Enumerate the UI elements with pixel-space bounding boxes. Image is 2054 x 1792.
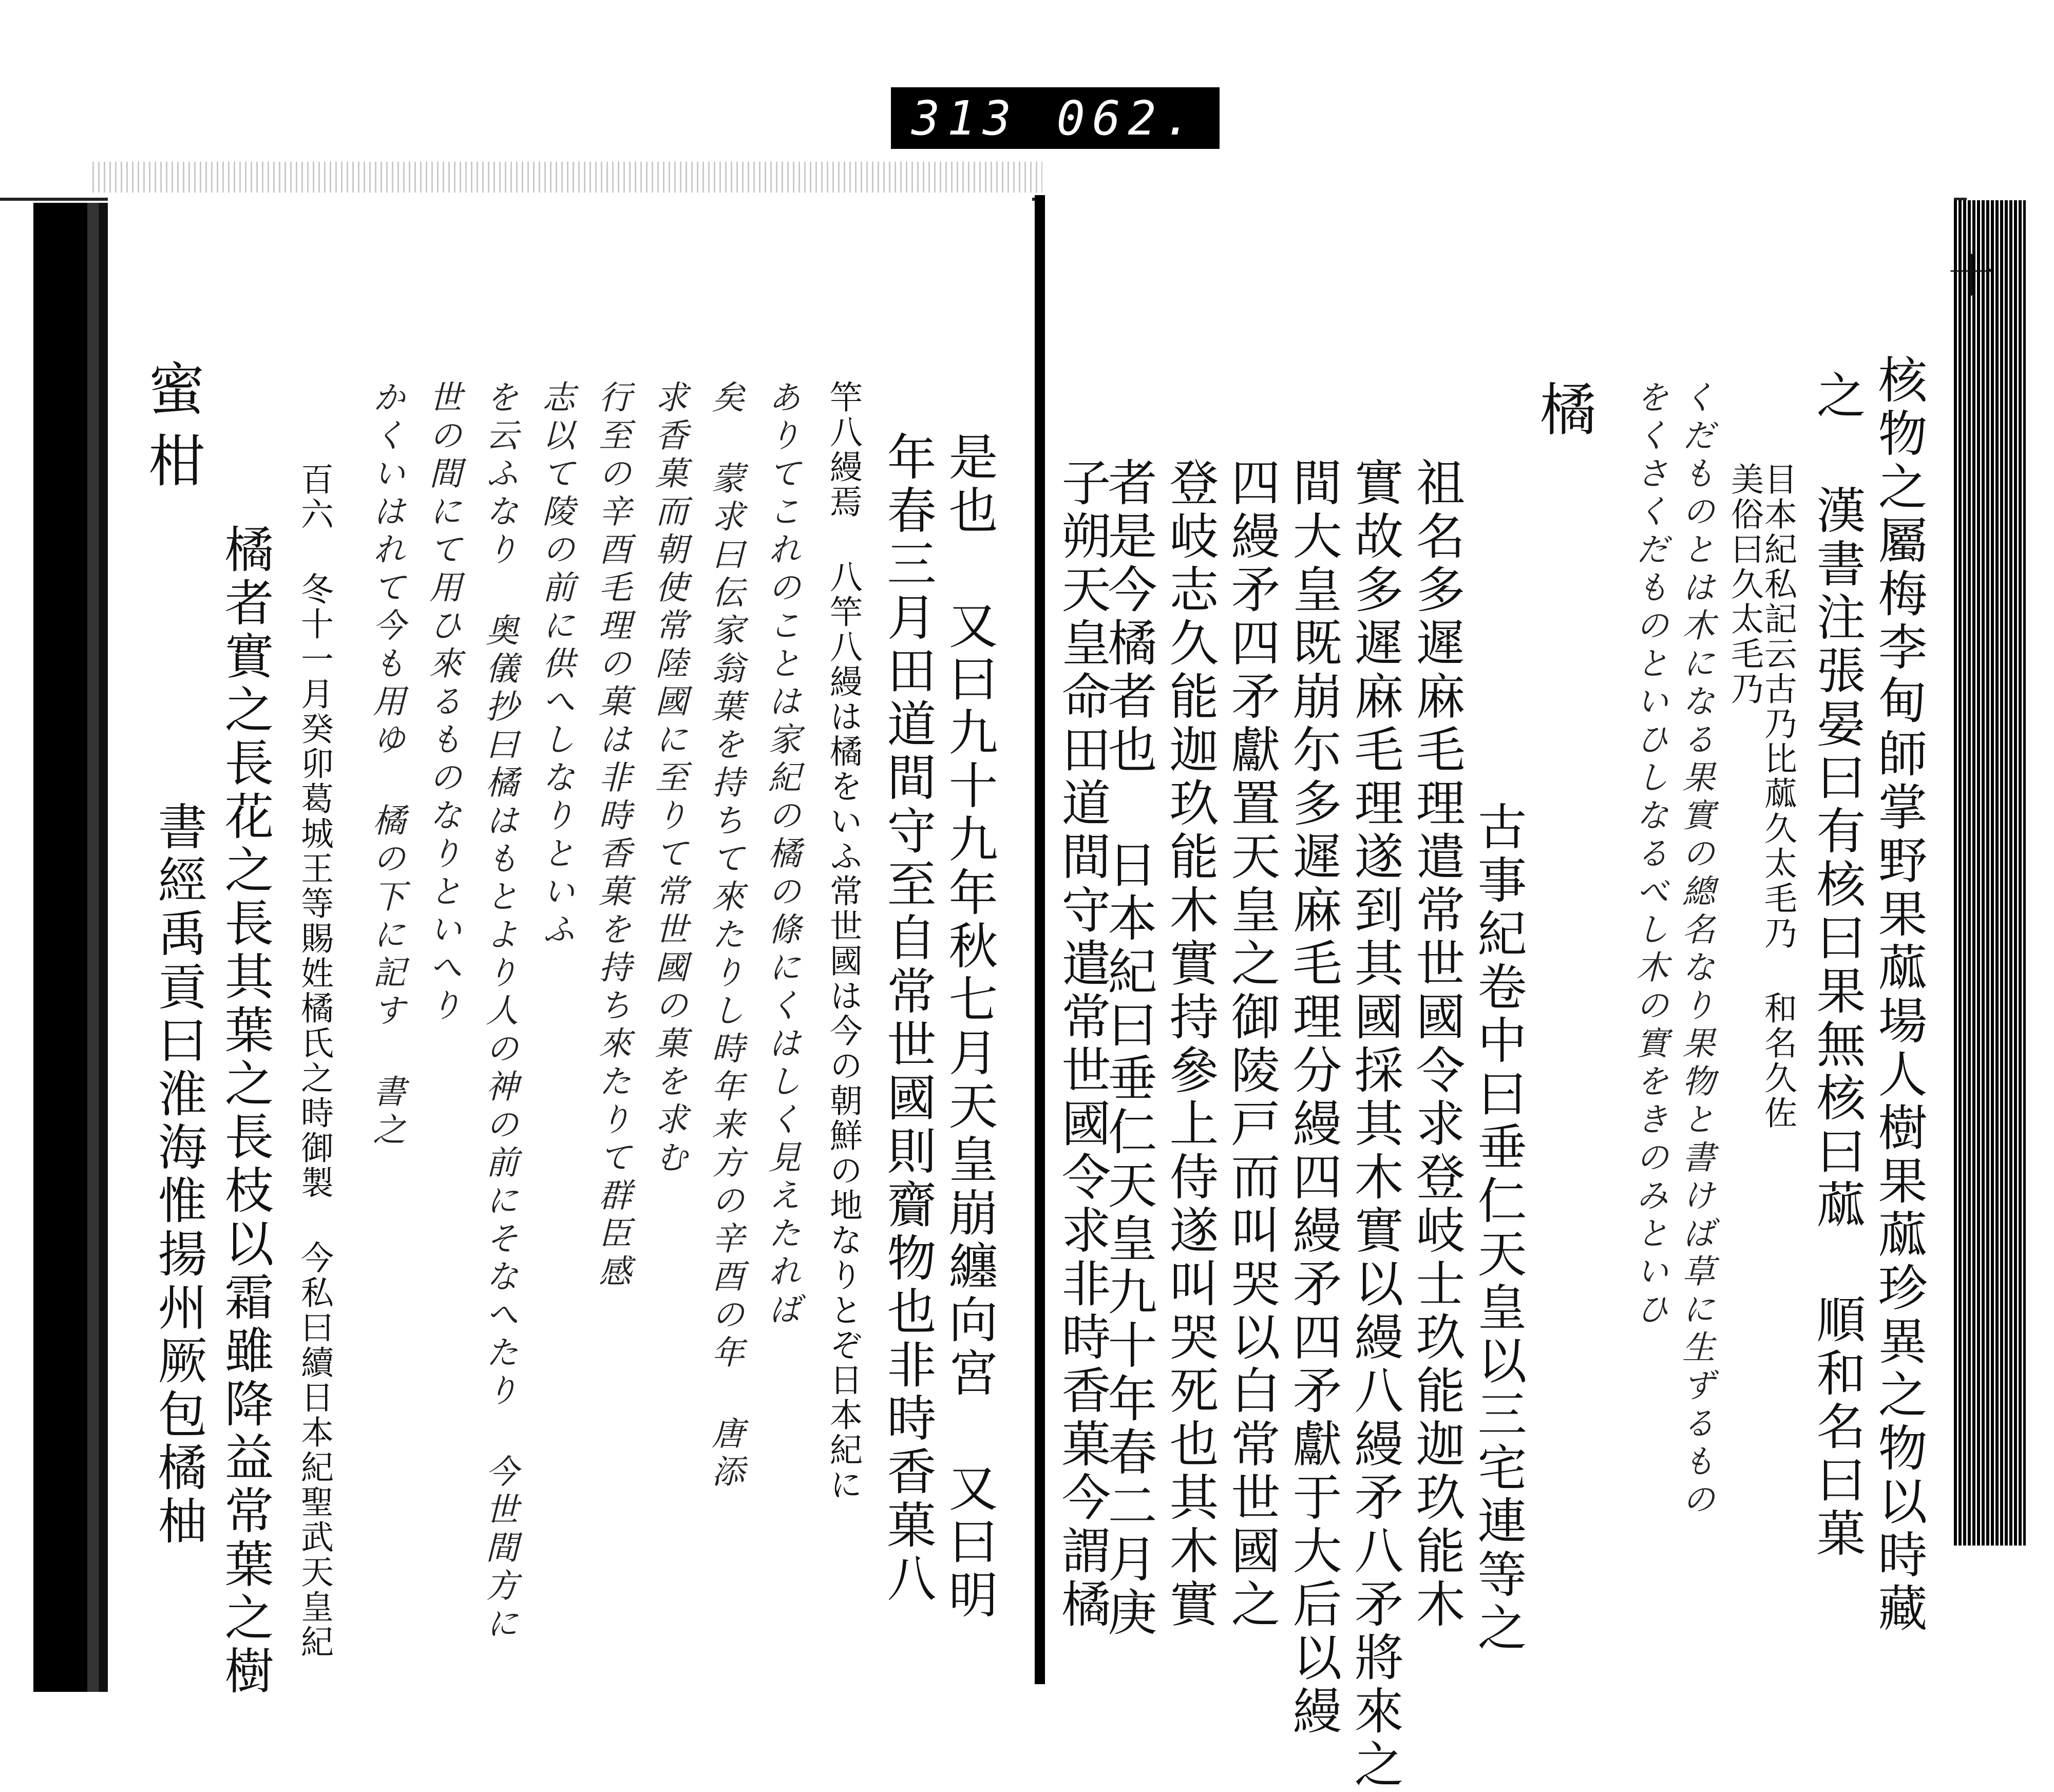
page-mark: 十 [1940, 252, 1994, 298]
text-column: 子朔天皇命田道間守遣常世國令求非時香菓今謂橘 [1054, 457, 1111, 1632]
book-gutter [1035, 195, 1045, 1684]
handwritten-note-column: かくいはれて今も用ゆ 橘の下に記す 書之 [367, 380, 405, 1150]
handwritten-note-column: 行至の辛酉毛理の菓は非時香菓を持ち來たりて群臣感 [593, 380, 631, 1292]
annotation-column: 目本紀私記云古乃比蓏久太毛乃 和名久佐 [1759, 462, 1797, 1131]
text-column: 是也 又曰九十九年秋七月天皇崩纏向宮 又曰明 [941, 431, 998, 1623]
handwritten-note-column: 矣 蒙求曰伝家翁葉を持ちて來たりし時年来方の辛酉の年 唐添 [706, 380, 744, 1492]
label-right: 062. [1056, 90, 1199, 146]
annotation-column: 美俗曰久太毛乃 [1725, 462, 1763, 707]
text-column: 者是今橘者也 日本紀曰垂仁天皇九十年春二月庚 [1100, 457, 1157, 1640]
handwritten-note-column: をくさくだものといひしなるべし木の實をきのみといひ [1630, 380, 1668, 1330]
handwritten-note-column: 求香菓而朝使常陸國に至りて常世國の菓を求む [650, 380, 688, 1178]
text-column: 實故多遲麻毛理遂到其國採其木實以縵八縵矛八矛將來之 [1346, 457, 1404, 1792]
text-column: 橘者實之長花之長其葉之長枝以霜雖降益常葉之樹 [217, 524, 274, 1699]
text-column: 間大皇既崩尓多遲麻毛理分縵四縵矛四矛獻于大后以縵 [1285, 457, 1342, 1739]
section-heading: 蜜柑 [139, 359, 205, 503]
text-column: 核物之屬梅李甸師掌野果蓏場人樹果蓏珍異之物以時藏 [1870, 354, 1928, 1636]
text-column: 之 漢書注張晏曰有核曰果無核曰蓏 順和名曰菓 [1809, 370, 1866, 1561]
text-column: 四縵矛四矛獻置天皇之御陵戸而叫哭以白常世國之 [1223, 457, 1281, 1632]
handwritten-note-column: くだものとは木になる果實の總名なり果物と書けば草に生ずるもの [1677, 380, 1715, 1520]
archive-label-strip [891, 87, 1220, 149]
section-heading: 橘 [1531, 380, 1596, 452]
book-edge-right [1954, 200, 2026, 1546]
handwritten-note-column: を云ふなり 奥儀抄曰橘はもとより人の神の前にそなへたり 今世間方に [480, 380, 518, 1644]
handwritten-note-column: 世の間にて用ひ來るものなりといへり [424, 380, 462, 1026]
annotation-column: 百六 冬十一月癸卯葛城王等賜姓橘氏之時御製 今私曰續日本紀聖武天皇紀 [295, 462, 333, 1660]
label-left: 313 [911, 90, 1019, 146]
top-scan-noise [92, 162, 1042, 193]
text-column: 年春三月田道間守至自常世國則齎物也非時香菓八 [879, 431, 937, 1606]
text-column: 書經禹貢曰淮海惟揚州厥包橘柚 [150, 801, 207, 1549]
handwritten-note-column: ありてこれのことは家紀の橘の條にくはしく見えたれば [763, 380, 801, 1330]
book-edge-left [33, 203, 110, 1692]
text-column: 古事紀卷中曰垂仁天皇以三宅連等之 [1470, 801, 1527, 1655]
text-column: 祖名多遲麻毛理遣常世國令求登岐士玖能迦玖能木 [1408, 457, 1466, 1632]
text-column: 登岐志久能迦玖能木實持參上侍遂叫哭死也其木實 [1162, 457, 1219, 1632]
handwritten-note-column: 志以て陵の前に供へしなりといふ [537, 380, 575, 950]
text-column: 竿八縵焉 八竿八縵は橘をいふ常世國は今の朝鮮の地なりとぞ日本紀に [824, 380, 862, 1502]
